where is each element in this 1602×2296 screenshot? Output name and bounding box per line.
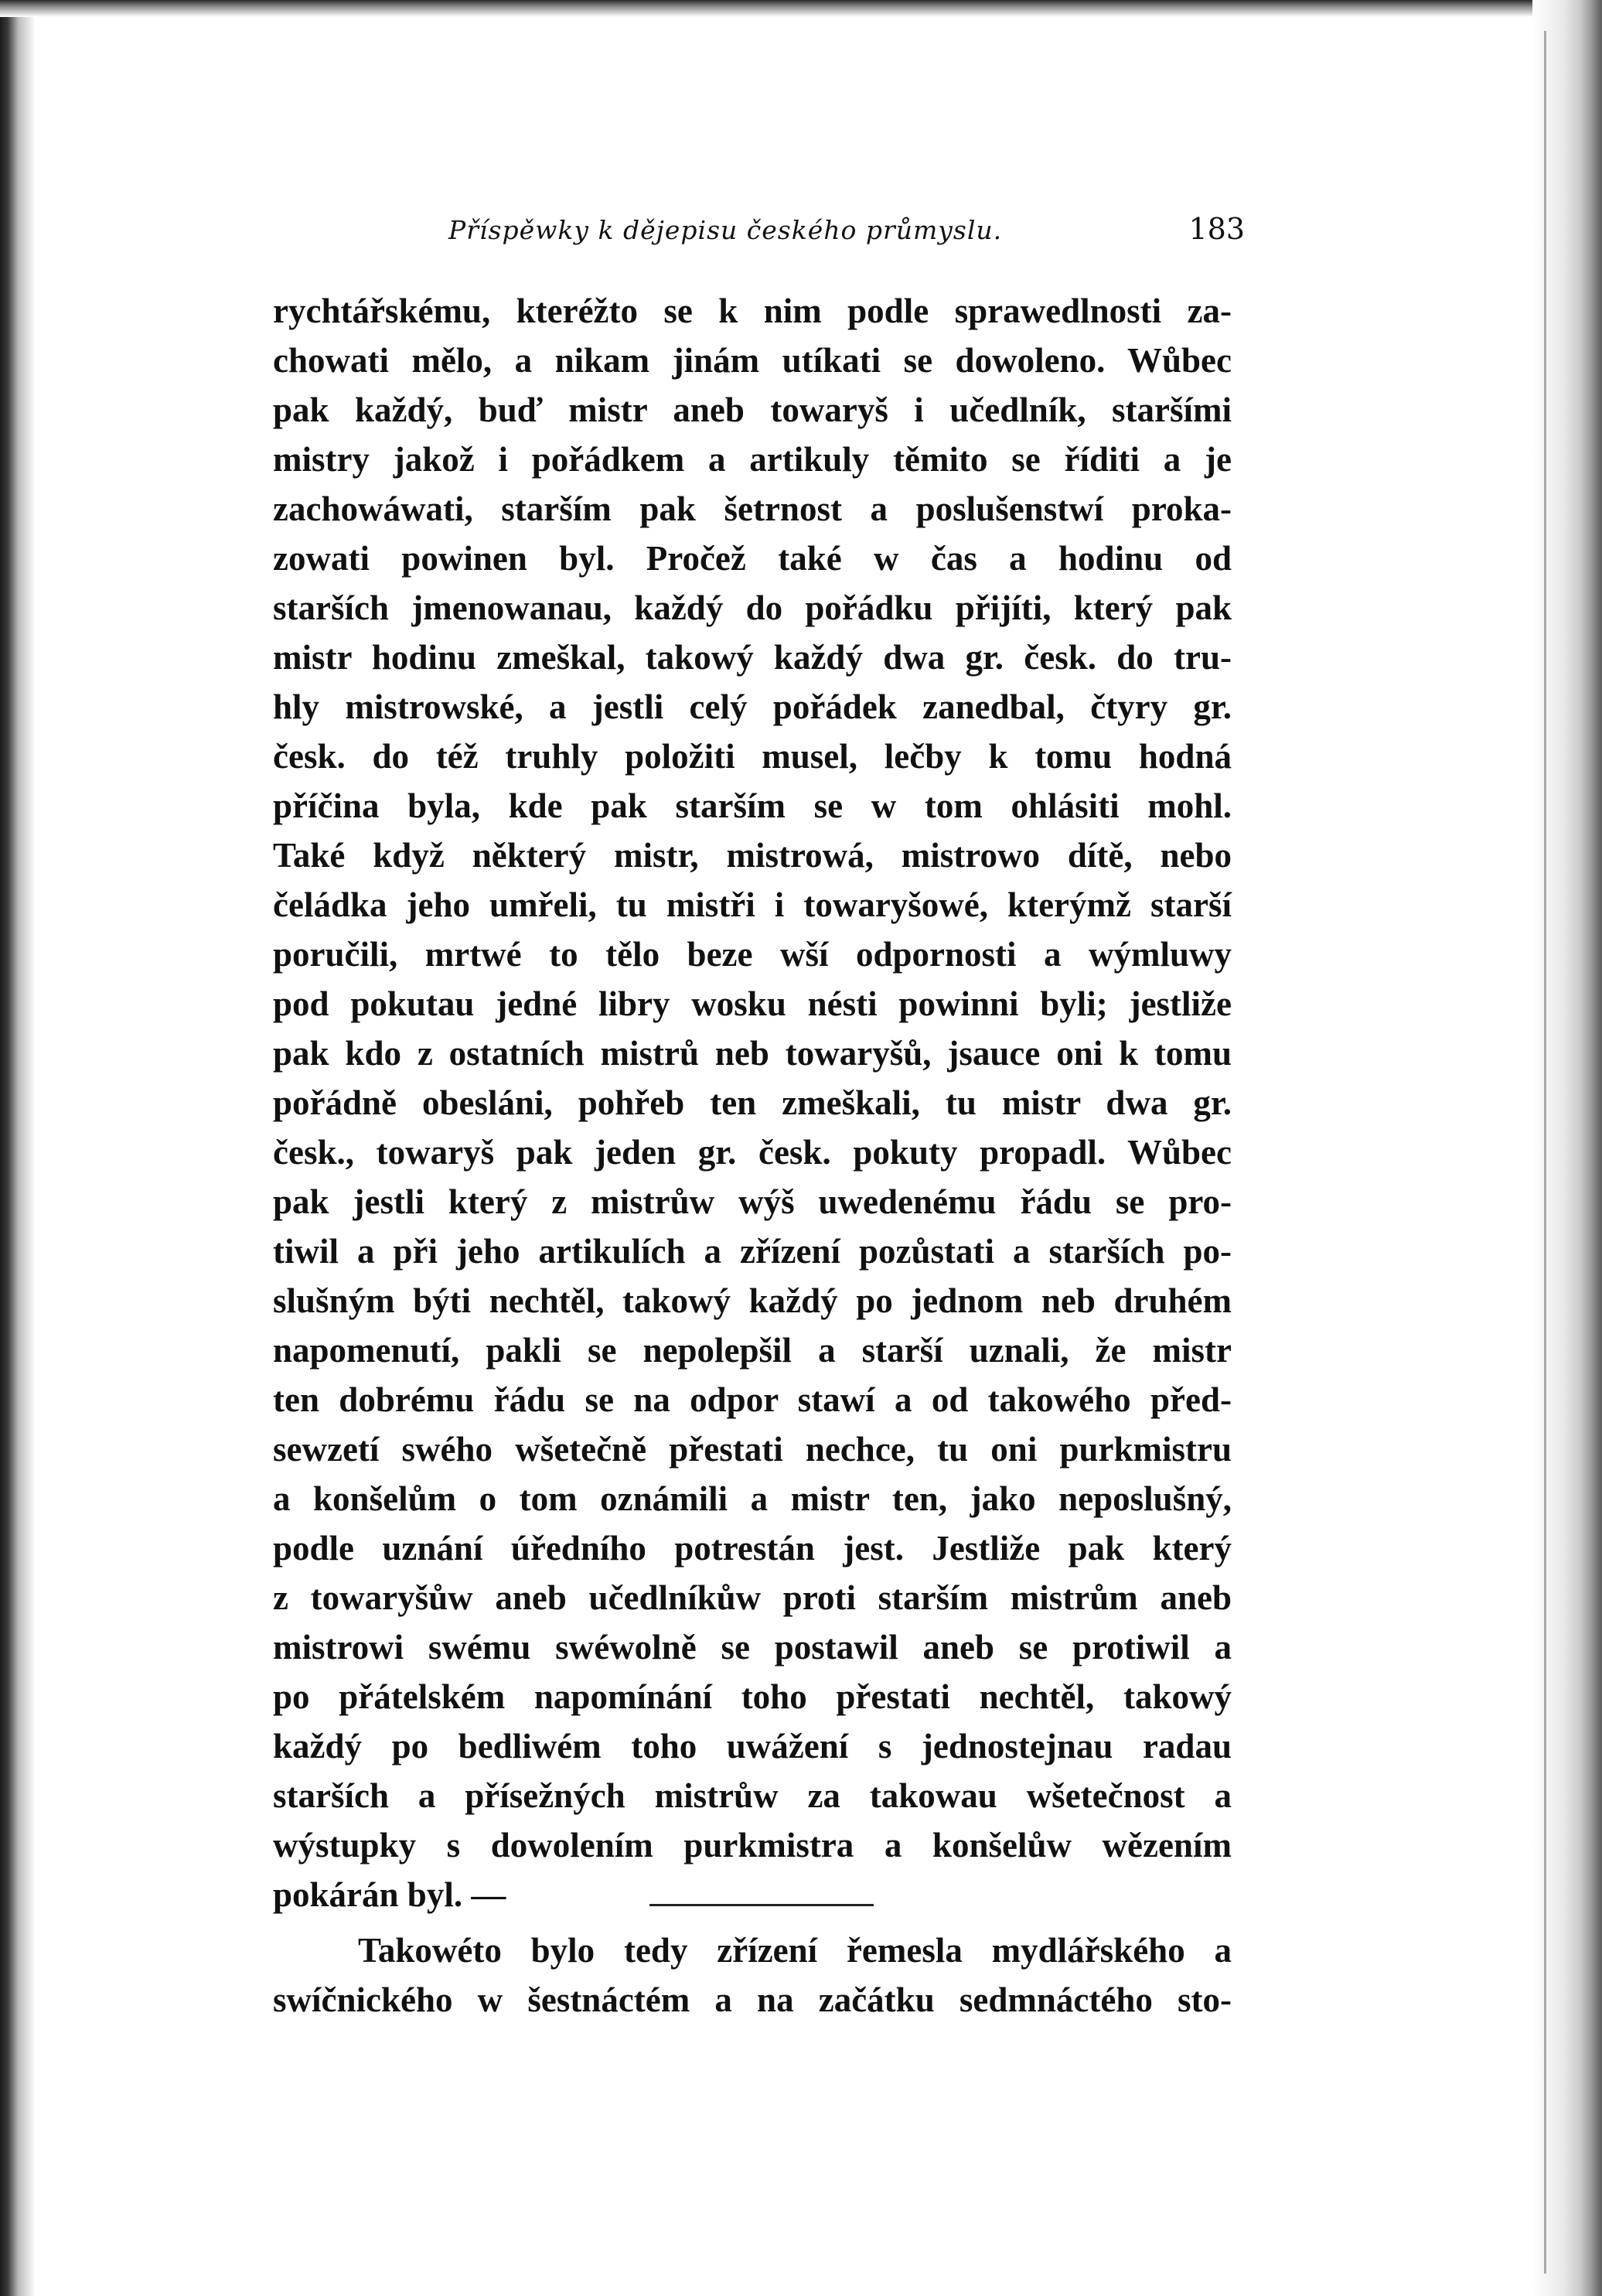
text-line: wýstupky s dowolením purkmistra a konšelůw wězením [273, 1826, 1232, 1864]
text-line: pod pokutau jedné libry wosku nésti powinni byli; jestliže [273, 984, 1232, 1023]
text-line: zachowáwati, starším pak šetrnost a poslušenstwí proka- [273, 490, 1232, 528]
closing-paragraph [273, 1926, 1232, 2025]
text-line: pak kdo z ostatních mistrů neb towaryšů, jsauce oni k tomu [273, 1034, 1232, 1073]
text-line: česk., towaryš pak jeden gr. česk. pokuty propadl. Wůbec [273, 1133, 1232, 1172]
text-line: a konšelům o tom oznámili a mistr ten, jako neposlušný, [273, 1479, 1232, 1518]
scan-edge-top [0, 0, 1602, 17]
text-line: pořádně obesláni, pohřeb ten zmeškali, tu mistr dwa gr. [273, 1083, 1232, 1122]
text-line: Takowéto bylo tedy zřízení řemesla mydlářského a [358, 1931, 1232, 1970]
text-line: Také když některý mistr, mistrowá, mistrowo dítě, nebo [273, 836, 1232, 875]
text-line-last: pokárán byl. — [273, 1875, 506, 1914]
text-line: ten dobrému řádu se na odpor stawí a od takowého před- [273, 1380, 1232, 1419]
text-line: poručili, mrtwé to tělo beze wší odpornosti a wýmluwy [273, 935, 1232, 974]
body-paragraph [273, 286, 1232, 1919]
text-line: sewzetí swého wšetečně přestati nechce, tu oni purkmistru [273, 1430, 1232, 1469]
text-line: po přátelském napomínání toho přestati nechtěl, takowý [273, 1677, 1232, 1716]
text-line: příčina byla, kde pak starším se w tom ohlásiti mohl. [273, 786, 1232, 825]
text-line: podle uznání úředního potrestán jest. Jestliže pak který [273, 1529, 1232, 1568]
text-line: napomenutí, pakli se nepolepšil a starší uznali, že mistr [273, 1331, 1232, 1370]
text-line: mistry jakož i pořádkem a artikuly těmito se říditi a je [273, 440, 1232, 479]
text-line: mistrowi swému swéwolně se postawil aneb se protiwil a [273, 1628, 1232, 1667]
text-line: pak každý, buď mistr aneb towaryš i učedlník, staršími [273, 391, 1232, 429]
scan-edge-line [1544, 31, 1546, 2274]
binding-shadow-left [0, 0, 36, 2296]
text-line: swíčnického w šestnáctém a na začátku sedmnáctého sto- [273, 1980, 1232, 2019]
text-line: z towaryšůw aneb učedlníkůw proti starším mistrům aneb [273, 1578, 1232, 1617]
page-number: 183 [1188, 212, 1245, 246]
text-line: zowati powinen byl. Pročež také w čas a hodinu od [273, 539, 1232, 578]
running-title: Příspěwky k dějepisu českého průmyslu. [448, 215, 1003, 245]
text-line: chowati mělo, a nikam jinám utíkati se dowoleno. Wůbec [273, 341, 1232, 380]
text-line: tiwil a při jeho artikulích a zřízení pozůstati a starších po- [273, 1232, 1232, 1271]
text-line: rychtářskému, kteréžto se k nim podle sprawedlnosti za- [273, 292, 1232, 330]
text-line: mistr hodinu zmeškal, takowý každý dwa gr. česk. do tru- [273, 638, 1232, 677]
text-line: každý po bedliwém toho uwážení s jednostejnau radau [273, 1727, 1232, 1765]
section-separator [649, 1904, 874, 1906]
text-line: starších jmenowanau, každý do pořádku přijíti, který pak [273, 588, 1232, 627]
text-line: slušným býti nechtěl, takowý každý po jednom neb druhém [273, 1281, 1232, 1320]
text-line: čeládka jeho umřeli, tu mistři i towaryšowé, kterýmž starší [273, 885, 1232, 924]
text-line: hly mistrowské, a jestli celý pořádek zanedbal, čtyry gr. [273, 687, 1232, 726]
text-line: pak jestli který z mistrůw wýš uwedenému řádu se pro- [273, 1182, 1232, 1221]
scan-edge-right [1532, 0, 1602, 2296]
text-line: česk. do též truhly položiti musel, lečby k tomu hodná [273, 737, 1232, 776]
text-line: starších a přísežných mistrůw za takowau wšetečnost a [273, 1776, 1232, 1815]
running-head [263, 207, 1245, 254]
